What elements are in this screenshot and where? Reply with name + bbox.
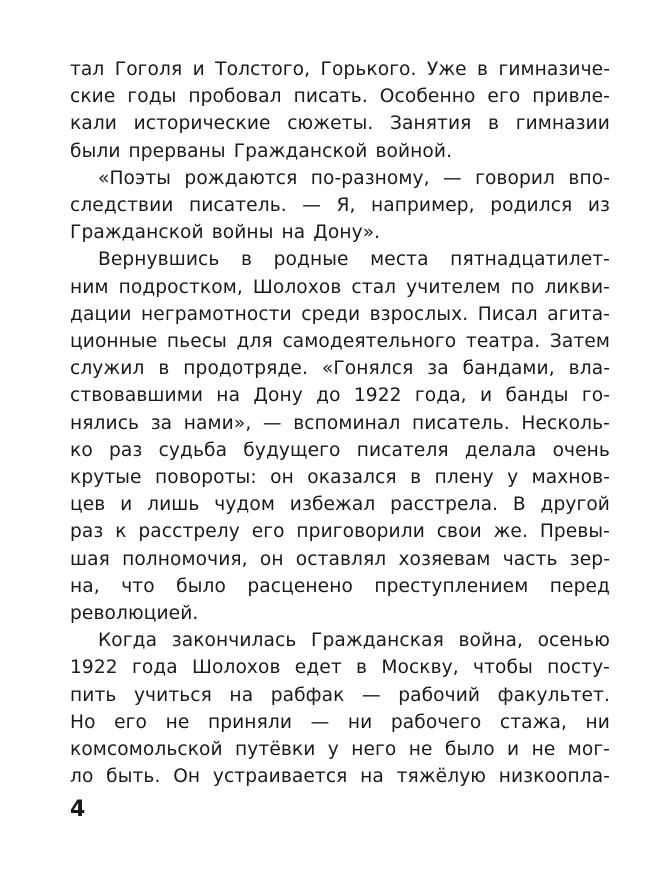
- text-line: Когда закончилась Гражданская война, осенью: [98, 630, 610, 652]
- text-line: раз к расстрелу его приговорили свои же. Превы-: [70, 521, 610, 543]
- text-line: кали исторические сюжеты. Занятия в гимназии: [70, 113, 610, 135]
- text-line: ские годы пробовал писать. Особенно его привле-: [70, 86, 610, 108]
- text-line: на, что было расценено преступлением перед: [70, 575, 610, 597]
- text-line: нялись за нами», — вспоминал писатель. Несколь-: [70, 412, 610, 434]
- text-line: Гражданской войны на Дону».: [70, 222, 381, 244]
- page-number: 4: [70, 797, 86, 822]
- text-line: крутые повороты: он оказался в плену у махнов-: [70, 467, 610, 489]
- text-line: Вернувшись в родные места пятнадцатилет-: [98, 249, 610, 271]
- paragraph-3: [70, 246, 610, 627]
- text-line: 1922 года Шолохов едет в Москву, чтобы посту-: [70, 657, 610, 679]
- text-line: следствии писатель. — Я, например, родился из: [70, 195, 610, 217]
- text-line: ко раз судьба будущего писателя делала очень: [70, 439, 610, 461]
- paragraph-2: [70, 165, 610, 247]
- text-line: Но его не приняли — ни рабочего стажа, ни: [70, 711, 610, 733]
- book-page-text: [70, 56, 610, 790]
- text-line: ствовавшими на Дону до 1922 года, и банды го-: [70, 385, 610, 407]
- text-line: шая полномочия, он оставлял хозяевам часть зер-: [70, 548, 610, 570]
- text-line: ло быть. Он устраивается на тяжёлую низкоопла-: [70, 766, 610, 788]
- text-line: ционные пьесы для самодеятельного театра. Затем: [70, 331, 610, 353]
- text-line: пить учиться на рабфак — рабочий факультет.: [70, 684, 610, 706]
- text-line: дации неграмотности среди взрослых. Писал агита-: [70, 303, 610, 325]
- text-line: были прерваны Гражданской войной.: [70, 140, 453, 162]
- text-line: цев и лишь чудом избежал расстрела. В другой: [70, 494, 610, 516]
- text-line: «Поэты рождаются по-разному, — говорил впо-: [98, 167, 610, 189]
- paragraph-1: [70, 56, 610, 165]
- text-line: ним подростком, Шолохов стал учителем по ликви-: [70, 276, 610, 298]
- text-line: служил в продотряде. «Гонялся за бандами, вла-: [70, 358, 610, 380]
- paragraph-4: [70, 627, 610, 790]
- text-line: комсомольской путёвки у него не было и не мог-: [70, 739, 610, 761]
- text-line: тал Гоголя и Толстого, Горького. Уже в гимназиче-: [70, 59, 610, 80]
- text-line: революцией.: [70, 603, 199, 625]
